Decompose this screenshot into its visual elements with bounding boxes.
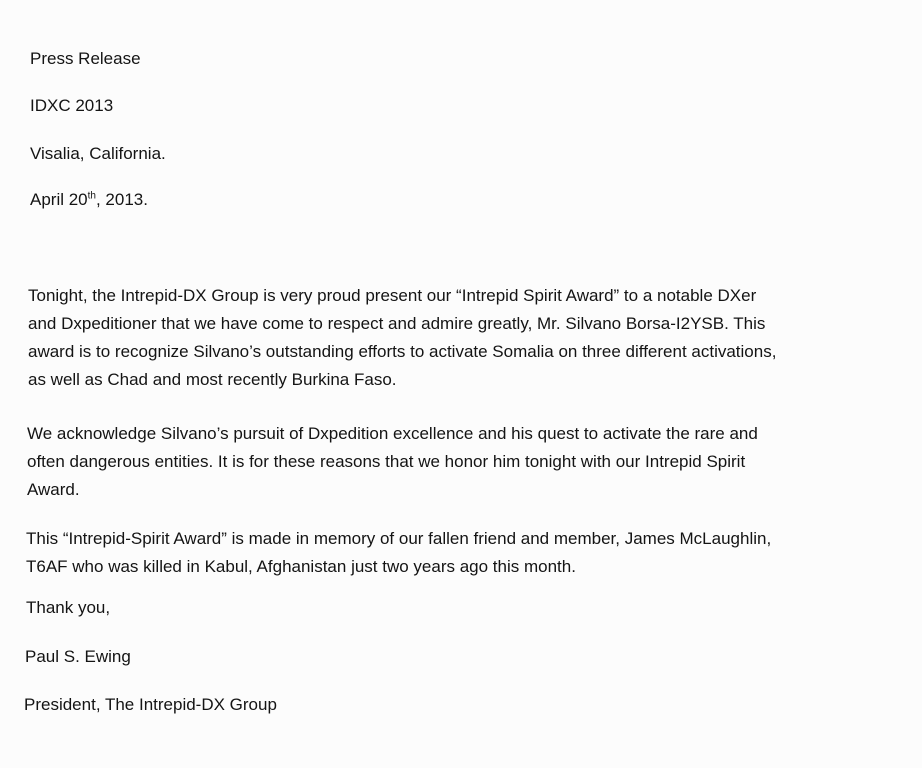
date-suffix: th: [87, 190, 96, 202]
paragraph-line: and Dxpeditioner that we have come to respect and admire greatly, Mr. Silvano Borsa-I2YSB. This: [28, 314, 766, 333]
paragraph-line: We acknowledge Silvano’s pursuit of Dxpedition excellence and his quest to activate the rare and: [27, 424, 758, 443]
paragraph-memorial: [26, 525, 906, 581]
paragraph-line: as well as Chad and most recently Burkina Faso.: [28, 370, 397, 389]
document-title: Press Release: [30, 49, 141, 68]
event-name: IDXC 2013: [30, 96, 114, 115]
paragraph-line: award is to recognize Silvano’s outstanding efforts to activate Somalia on three different activations,: [28, 342, 777, 361]
closing-thanks: Thank you,: [26, 598, 111, 617]
release-date: [30, 190, 148, 210]
location: Visalia, California.: [30, 144, 166, 163]
paragraph-line: T6AF who was killed in Kabul, Afghanistan just two years ago this month.: [26, 557, 576, 576]
paragraph-line: often dangerous entities. It is for these reasons that we honor him tonight with our Intrepid Spirit: [27, 452, 746, 471]
signer-name: Paul S. Ewing: [25, 647, 131, 666]
date-year: , 2013.: [95, 190, 148, 209]
paragraph-acknowledgement: [27, 420, 907, 504]
paragraph-award-announcement: [28, 282, 908, 394]
signer-title: President, The Intrepid-DX Group: [24, 695, 277, 714]
paragraph-line: This “Intrepid-Spirit Award” is made in memory of our fallen friend and member, James McLaughlin,: [26, 529, 772, 548]
date-main: April 20: [30, 190, 88, 209]
paragraph-line: Award.: [27, 480, 80, 499]
paragraph-line: Tonight, the Intrepid-DX Group is very proud present our “Intrepid Spirit Award” to a notable DXer: [28, 286, 757, 305]
